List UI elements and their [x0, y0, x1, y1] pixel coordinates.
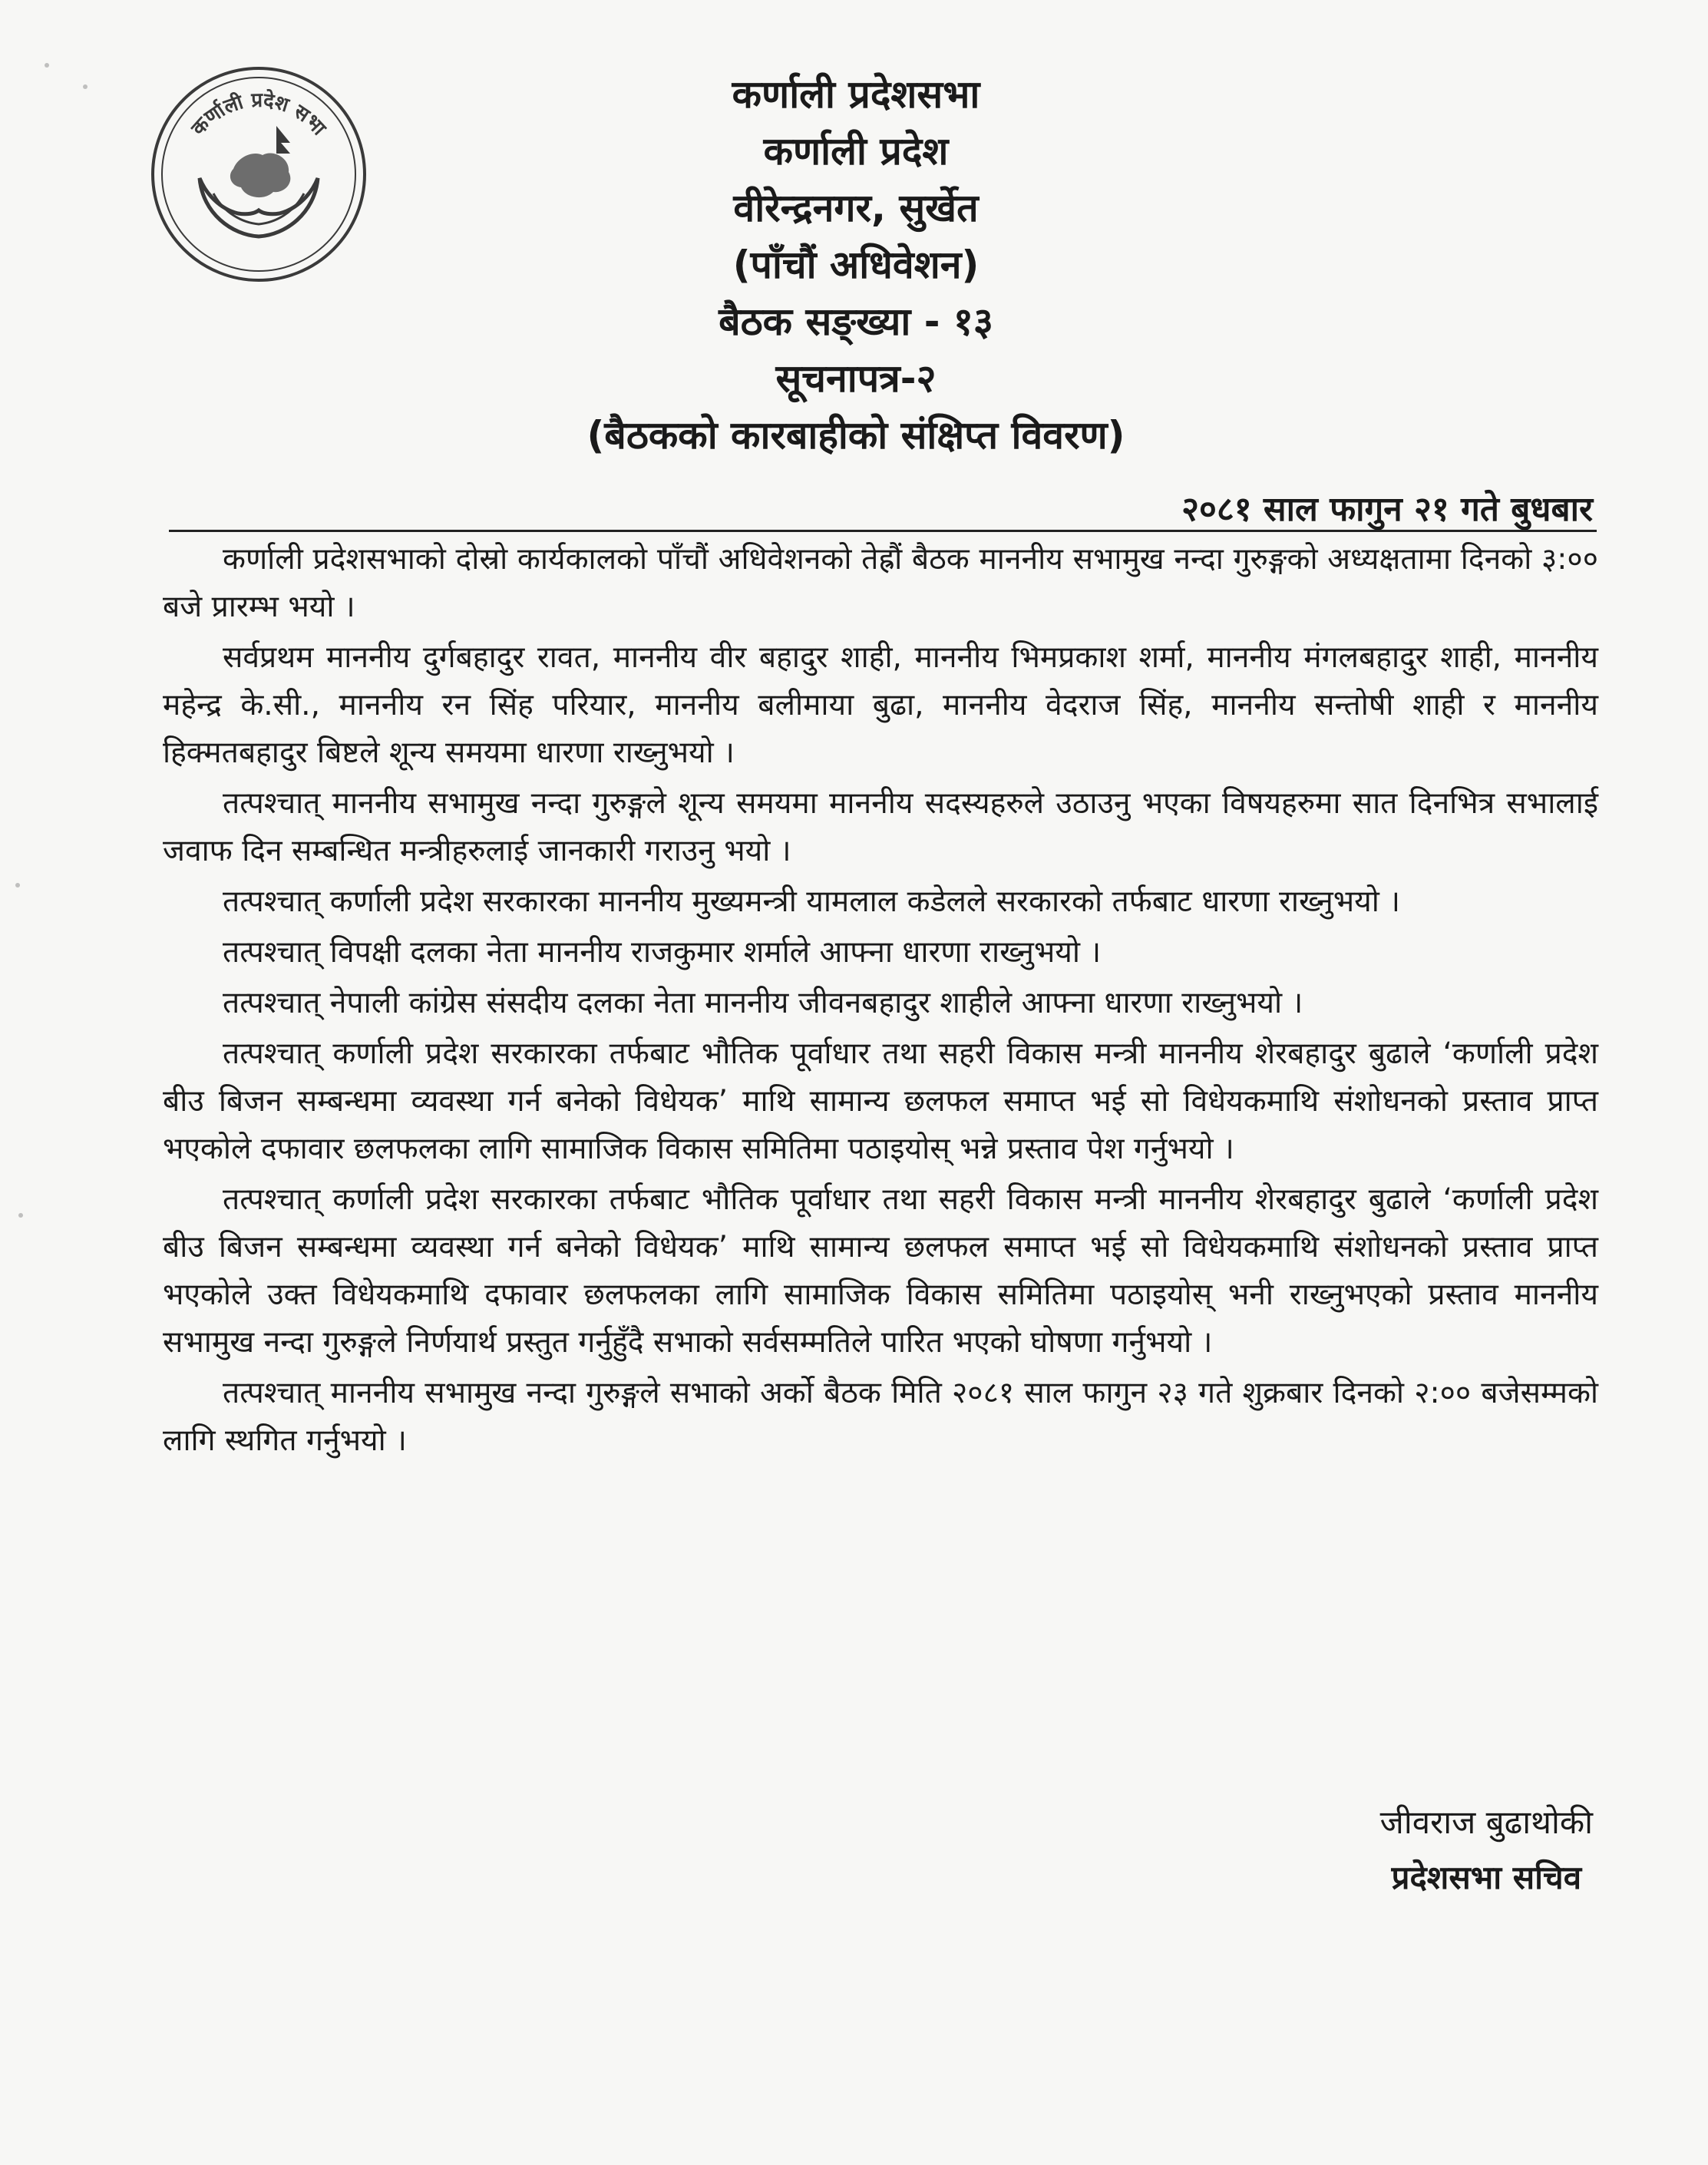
scan-speck [18, 1213, 23, 1218]
header-divider [169, 530, 1597, 532]
header-location: वीरेन्द्रनगर, सुर्खेत [733, 186, 979, 230]
header-subtitle: (बैठकको कारबाहीको संक्षिप्त विवरण) [586, 413, 1125, 458]
document-body [163, 536, 1598, 1468]
signatory-name: जीवराज बुढाथोकी [1379, 1803, 1593, 1841]
header-assembly-name: कर्णाली प्रदेशसभा [732, 72, 980, 117]
paragraph-bill-proposal: तत्पश्चात् कर्णाली प्रदेश सरकारका तर्फबाट भौतिक पूर्वाधार तथा सहरी विकास मन्त्री माननीय शेरबहादुर बुढाले ‘कर्णाली प्रदेश बीउ बिजन सम्बन्धमा व्यवस्था गर्न बनेको विधेयक’ माथि सामान्य छलफल समाप्त भई सो विधेयकमाथि संशोधनको प्रस्ताव प्राप्त भएकोले दफावार छलफलका लागि सामाजिक विकास समितिमा पठाइयोस् भन्ने प्रस्ताव पेश गर्नुभयो । [163, 1036, 1598, 1166]
svg-text:कर्णाली प्रदेश सभा [187, 88, 331, 140]
signature-block [1380, 1795, 1593, 1906]
header-province: कर्णाली प्रदेश [763, 129, 949, 174]
paragraph-opening: कर्णाली प्रदेशसभाको दोस्रो कार्यकालको पाँचौं अधिवेशनको तेह्रौं बैठक माननीय सभामुख नन्दा गुरुङ्गको अध्यक्षतामा दिनको ३:०० बजे प्रारम्भ भयो । [163, 542, 1598, 624]
paragraph-chief-minister: तत्पश्चात् कर्णाली प्रदेश सरकारका माननीय मुख्यमन्त्री यामलाल कडेलले सरकारको तर्फबाट धारणा राख्नुभयो । [223, 884, 1401, 919]
scan-speck [45, 63, 49, 68]
scan-speck [83, 84, 88, 89]
paragraph-zero-hour: सर्वप्रथम माननीय दुर्गबहादुर रावत, माननीय वीर बहादुर शाही, माननीय भिमप्रकाश शर्मा, माननीय मंगलबहादुर शाही, माननीय महेन्द्र के.सी., माननीय रन सिंह परियार, माननीय बलीमाया बुढा, माननीय वेदराज सिंह, माननीय सन्तोषी शाही र माननीय हिक्मतबहादुर बिष्टले शून्य समयमा धारणा राख्नुभयो । [163, 640, 1598, 770]
paragraph-bill-passed: तत्पश्चात् कर्णाली प्रदेश सरकारका तर्फबाट भौतिक पूर्वाधार तथा सहरी विकास मन्त्री माननीय शेरबहादुर बुढाले ‘कर्णाली प्रदेश बीउ बिजन सम्बन्धमा व्यवस्था गर्न बनेको विधेयक’ माथि सामान्य छलफल समाप्त भई सो विधेयकमाथि संशोधनको प्रस्ताव प्राप्त भएकोले उक्त विधेयकमाथि दफावार छलफलका लागि सामाजिक विकास समितिमा पठाइयोस् भनी राख्नुभएको प्रस्ताव माननीय सभामुख नन्दा गुरुङ्गले निर्णयार्थ प्रस्तुत गर्नुहुँदै सभाको सर्वसम्मतिले पारित भएको घोषणा गर्नुभयो । [163, 1182, 1598, 1360]
assembly-seal-icon [147, 63, 370, 286]
header-meeting-number: बैठक सङ्ख्या - १३ [719, 299, 993, 344]
scan-speck [15, 883, 20, 887]
document-date: २०८१ साल फागुन २१ गते बुधबार [1181, 490, 1593, 529]
paragraph-opposition-leader: तत्पश्चात् विपक्षी दलका नेता माननीय राजकुमार शर्माले आफ्ना धारणा राख्नुभयो । [223, 935, 1102, 970]
paragraph-congress-leader: तत्पश्चात् नेपाली कांग्रेस संसदीय दलका नेता माननीय जीवनबहादुर शाहीले आफ्ना धारणा राख्नुभयो । [223, 986, 1303, 1020]
document-header [430, 66, 1282, 464]
header-session: (पाँचौं अधिवेशन) [732, 243, 980, 287]
paragraph-speaker-directive: तत्पश्चात् माननीय सभामुख नन्दा गुरुङ्गले शून्य समयमा माननीय सदस्यहरुले उठाउनु भएका विषयहरुमा सात दिनभित्र सभालाई जवाफ दिन सम्बन्धित मन्त्रीहरुलाई जानकारी गराउनु भयो । [163, 786, 1598, 868]
signatory-title: प्रदेशसभा सचिव [1391, 1859, 1582, 1896]
seal-text: कर्णाली प्रदेश सभा [187, 88, 331, 140]
paragraph-adjournment: तत्पश्चात् माननीय सभामुख नन्दा गुरुङ्गले सभाको अर्को बैठक मिति २०८१ साल फागुन २३ गते शुक्रबार दिनको २:०० बजेसम्मको लागि स्थगित गर्नुभयो । [163, 1376, 1598, 1458]
header-notice-number: सूचनापत्र-२ [775, 356, 937, 401]
